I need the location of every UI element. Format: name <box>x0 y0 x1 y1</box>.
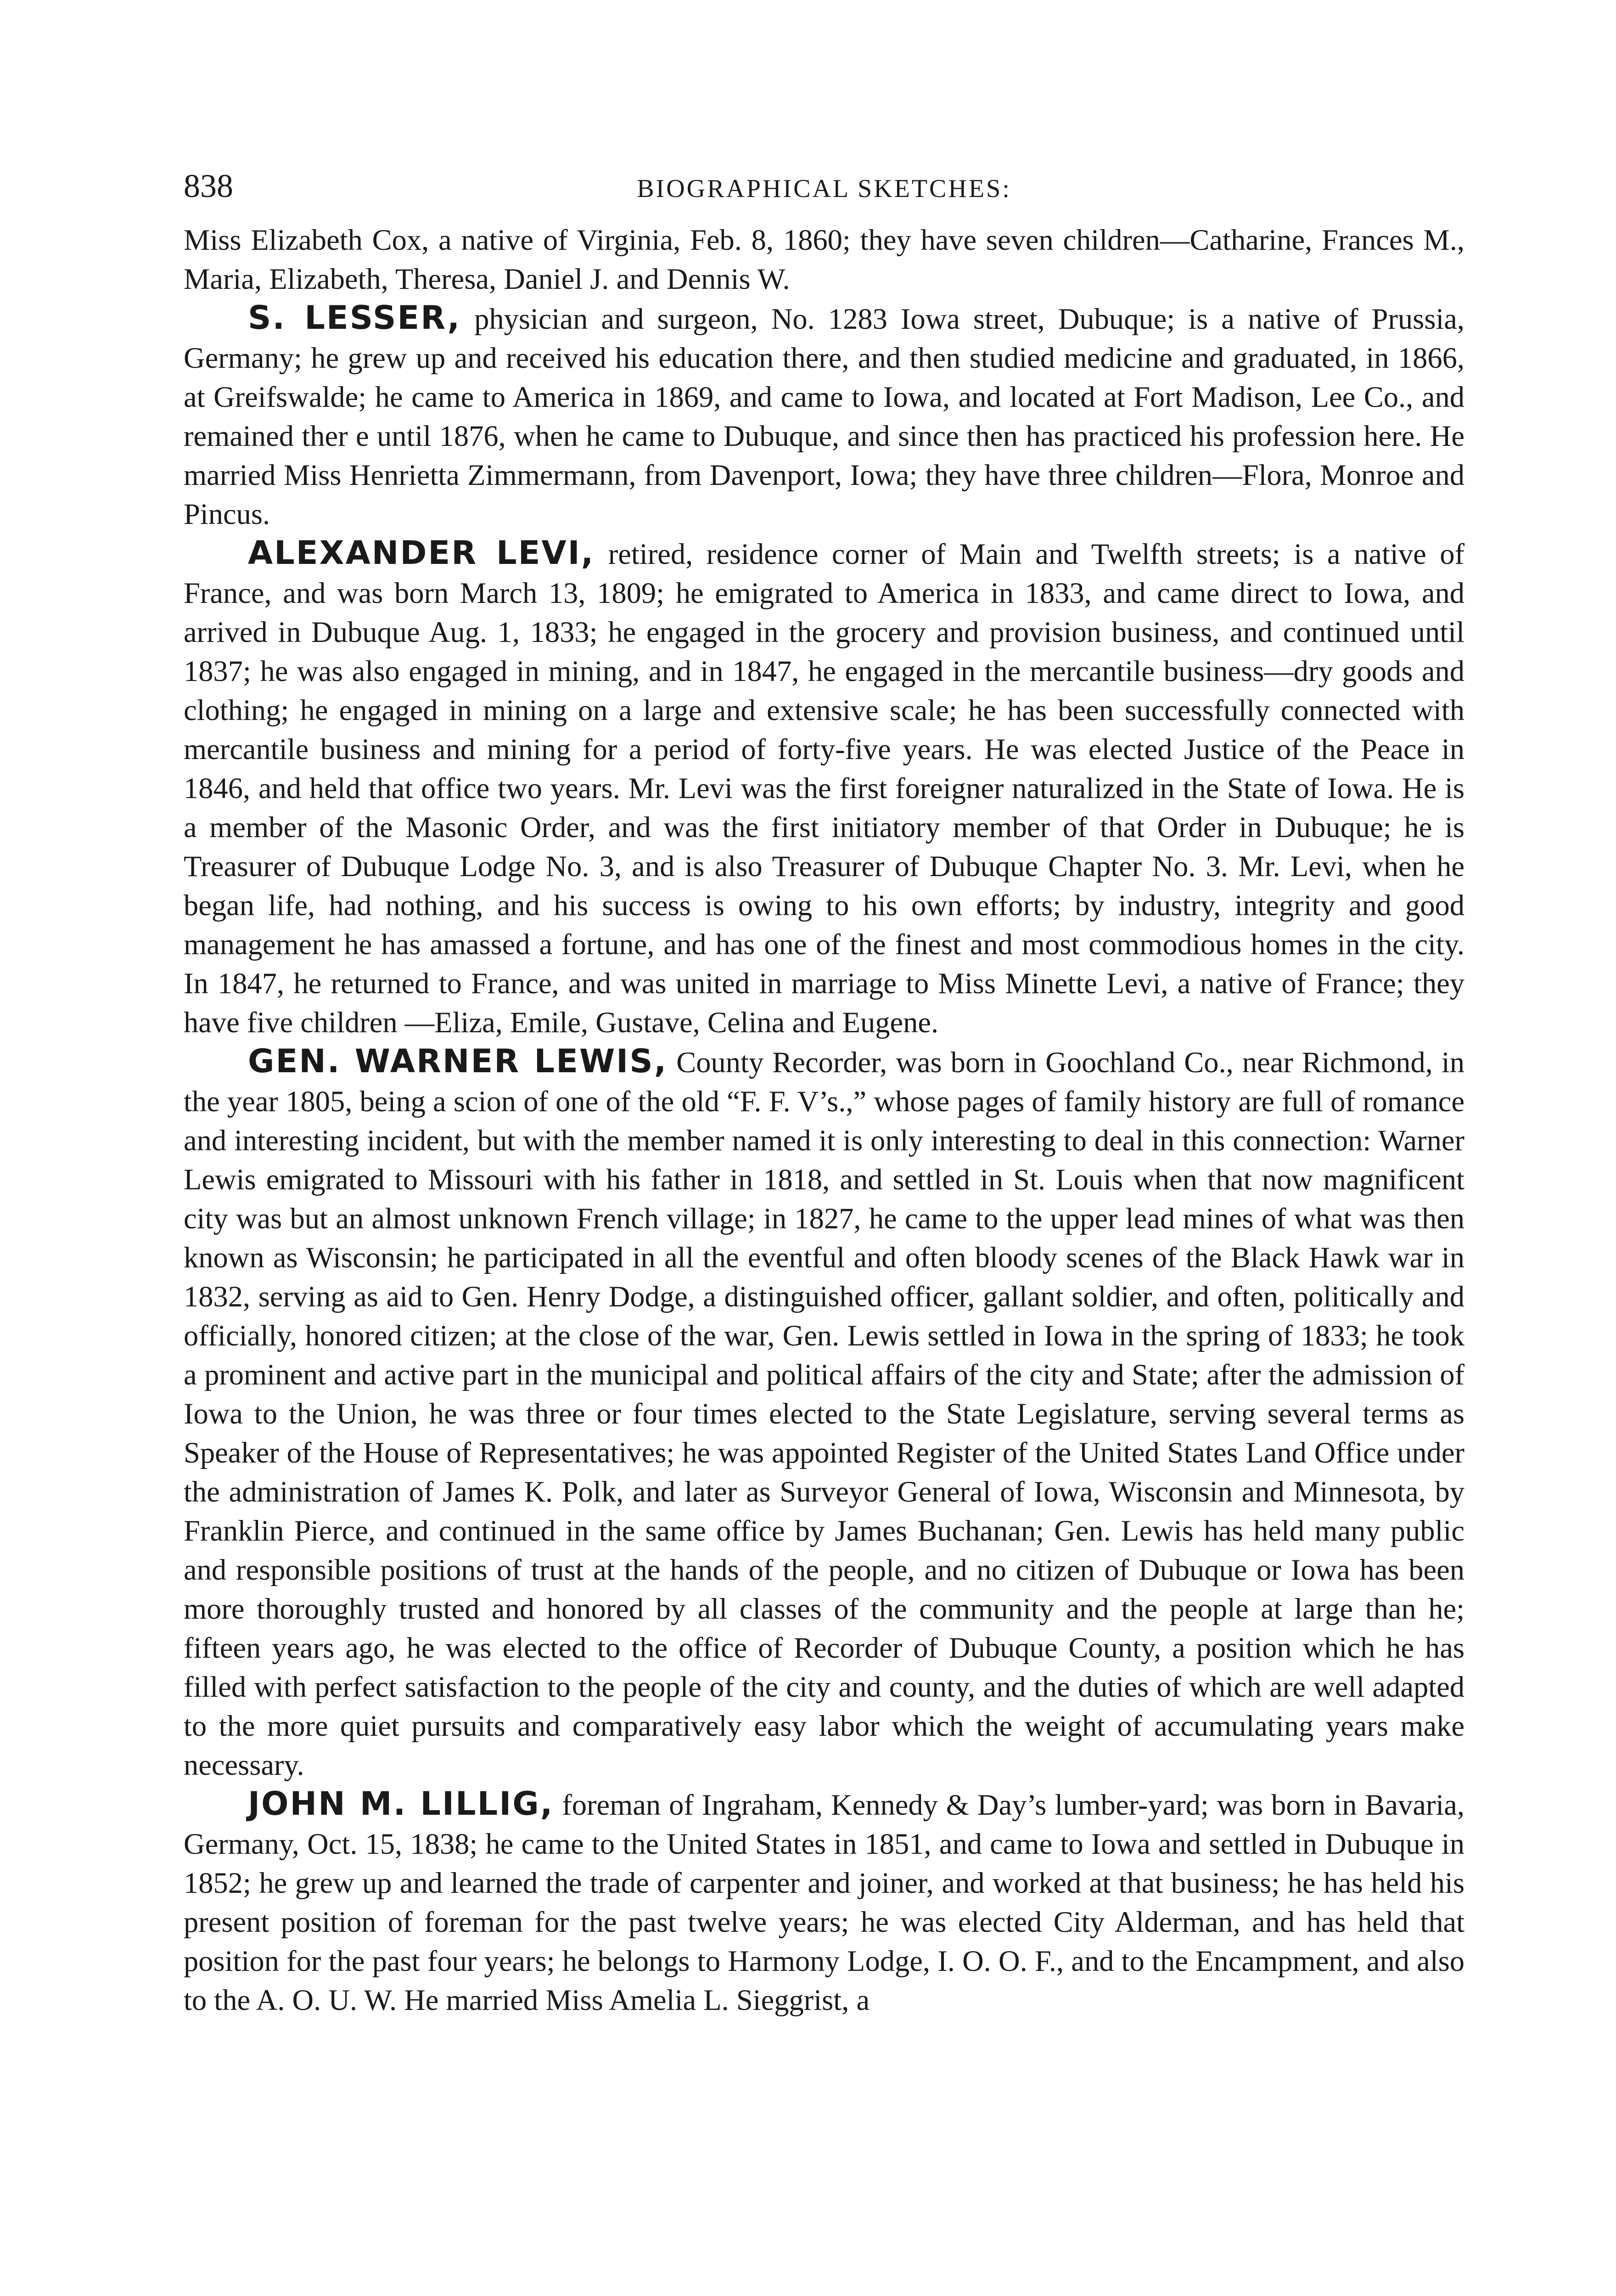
entry-text: retired, residence corner of Main and Twelfth streets; is a native of France, and was born March 13, 1809; he emigrated to America in 1833, and came direct to Iowa, and arrived in Dubuque Aug. 1, 1833; he engaged in the grocery and provision business, and continued until 1837; he was also engaged in mining, and in 1847, he engaged in the mercantile business—dry goods and clothing; he engaged in mining on a large and extensive scale; he has been successfully connected with mercantile business and mining for a period of forty-five years. He was elected Justice of the Peace in 1846, and held that office two years. Mr. Levi was the first foreigner naturalized in the State of Iowa. He is a member of the Masonic Order, and was the first initiatory member of that Order in Dubuque; he is Treasurer of Dubuque Lodge No. 3, and is also Treasurer of Dubuque Chapter No. 3. Mr. Levi, when he began life, had nothing, and his success is owing to his own efforts; by industry, integrity and good management he has amassed a fortune, and has one of the finest and most commodious homes in the city. In 1847, he returned to France, and was united in marriage to Miss Minette Levi, a native of France; they have five children —Eliza, Emile, Gustave, Celina and Eugene. <box>184 538 1464 1039</box>
entry-name: ALEXANDER LEVI, <box>248 534 595 572</box>
page-number: 838 <box>184 168 233 204</box>
biography-entry-lewis <box>184 1042 1464 1784</box>
paragraph-text: Miss Elizabeth Cox, a native of Virginia, Feb. 8, 1860; they have seven children—Catharine, Frances M., Maria, Elizabeth, Theresa, Daniel J. and Dennis W. <box>184 224 1464 295</box>
entry-text: foreman of Ingraham, Kennedy & Day’s lumber-yard; was born in Bavaria, Germany, Oct. 15, 1838; he came to the United States in 1851, and came to Iowa and settled in Dubuque in 1852; he grew up and learned the trade of carpenter and joiner, and worked at that business; he has held his present position of foreman for the past twelve years; he was elected City Alderman, and has held that position for the past four years; he belongs to Harmony Lodge, I. O. O. F., and to the Encampment, and also to the A. O. U. W. He married Miss Amelia L. Sieggrist, a <box>184 1789 1464 2016</box>
biography-entry-lesser <box>184 298 1464 534</box>
body-text <box>184 220 1464 2020</box>
entry-text: physician and surgeon, No. 1283 Iowa street, Dubuque; is a native of Prussia, Germany; he grew up and received his education there, and then studied medicine and graduated, in 1866, at Greifswalde; he came to America in 1869, and came to Iowa, and located at Fort Madison, Lee Co., and remained ther e until 1876, when he came to Dubuque, and since then has practiced his profession here. He married Miss Henrietta Zimmermann, from Davenport, Iowa; they have three children—Flora, Monroe and Pincus. <box>184 303 1465 530</box>
entry-name: JOHN M. LILLIG, <box>248 1785 554 1823</box>
biography-entry-lillig <box>184 1784 1464 2020</box>
entry-name: GEN. WARNER LEWIS, <box>248 1042 668 1080</box>
running-head <box>184 165 1464 220</box>
running-head-title: BIOGRAPHICAL SKETCHES: <box>637 174 1011 203</box>
entry-text: County Recorder, was born in Goochland Co., near Richmond, in the year 1805, being a scion of one of the old “F. F. V’s.,” whose pages of family history are full of romance and interesting incident, but with the member named it is only interesting to deal in this connection: Warner Lewis emigrated to Missouri with his father in 1818, and settled in St. Louis when that now magnificent city was but an almost unknown French village; in 1827, he came to the upper lead mines of what was then known as Wisconsin; he participated in all the eventful and often bloody scenes of the Black Hawk war in 1832, serving as aid to Gen. Henry Dodge, a distinguished officer, gallant soldier, and often, politically and officially, honored citizen; at the close of the war, Gen. Lewis settled in Iowa in the spring of 1833; he took a prominent and active part in the municipal and political affairs of the city and State; after the admission of Iowa to the Union, he was three or four times elected to the State Legislature, serving several terms as Speaker of the House of Representatives; he was appointed Register of the United States Land Office under the administration of James K. Polk, and later as Surveyor General of Iowa, Wisconsin and Minnesota, by Franklin Pierce, and continued in the same office by James Buchanan; Gen. Lewis has held many public and responsible positions of trust at the hands of the people, and no citizen of Dubuque or Iowa has been more thoroughly trusted and honored by all classes of the community and the people at large than he; fifteen years ago, he was elected to the office of Recorder of Dubuque County, a position which he has filled with perfect satisfaction to the people of the city and county, and the duties of which are well adapted to the more quiet pursuits and comparatively easy labor which the weight of accumulating years make necessary. <box>184 1046 1464 1781</box>
biography-entry-levi <box>184 534 1464 1042</box>
entry-name: S. LESSER, <box>248 299 461 337</box>
paragraph-continuation <box>184 220 1464 298</box>
book-page <box>184 165 1464 2020</box>
